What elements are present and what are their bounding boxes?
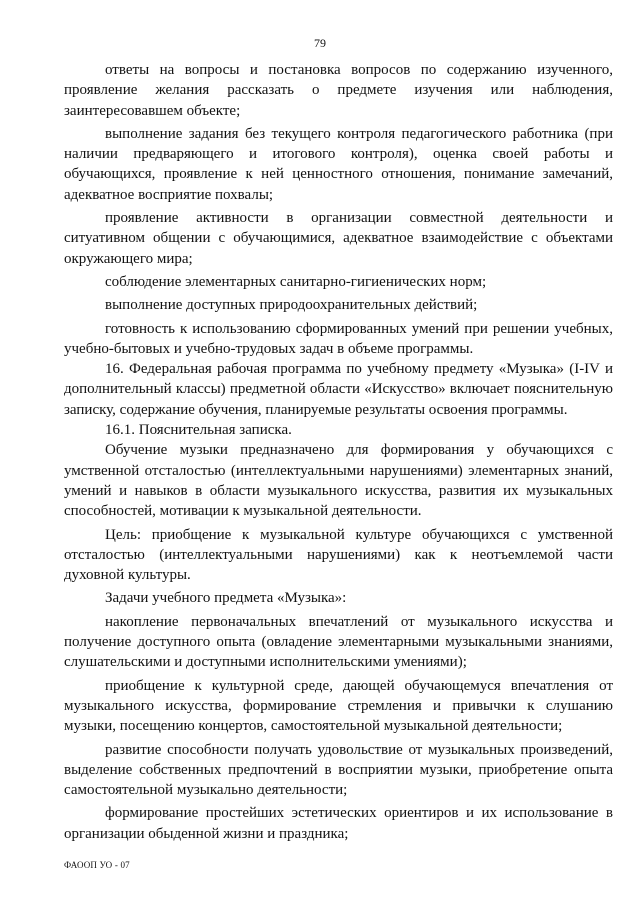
section-heading-16: 16. Федеральная рабочая программа по учебному предмету «Музыка» (I-IV и дополнительный классы) предметной области «Искусство» включает пояснительную записку, содержание обучения, планируемые результаты освоения программы.	[64, 361, 613, 418]
subsection-heading-16-1: 16.1. Пояснительная записка.	[105, 422, 292, 439]
paragraph: проявление активности в организации совместной деятельности и ситуативном общении с обучающимися, адекватное взаимодействие с объектами окружающего мира;	[64, 210, 613, 267]
paragraph: соблюдение элементарных санитарно-гигиенических норм;	[105, 273, 487, 290]
list-item: развитие способности получать удовольствие от музыкальных произведений, выделение собственных предпочтений в восприятии музыки, приобретение опыта самостоятельной музыкально деятельности;	[64, 741, 613, 799]
paragraph-tasks-heading: Задачи учебного предмета «Музыка»:	[105, 590, 347, 607]
paragraph: Обучение музыки предназначено для формирования у обучающихся с умственной отсталостью (интеллектуальными нарушениями) элементарных знаний, умений и навыков в области музыкального искусства, развития их музыкальных способностей, мотивации к музыкальной деятельности.	[64, 442, 613, 520]
footer-code: ФАООП УО - 07	[64, 860, 130, 870]
list-item: формирование простейших эстетических ориентиров и их использование в организации обыденной жизни и праздника;	[64, 805, 613, 842]
paragraph: ответы на вопросы и постановка вопросов по содержанию изученного, проявление желания рассказать о предмете изучения или наблюдения, заинтересовавшем объекте;	[64, 62, 613, 119]
page-number: 79	[314, 36, 326, 50]
document-body	[64, 60, 613, 844]
list-item: накопление первоначальных впечатлений от музыкального искусства и получение доступного опыта (овладение элементарными музыкальными знаниями, слушательскими и доступными исполнительскими умениями);	[64, 613, 613, 671]
paragraph-goal: Цель: приобщение к музыкальной культуре обучающихся с умственной отсталостью (интеллектуальными нарушениями) как к неотъемлемой части духовной культуры.	[64, 526, 613, 584]
paragraph: готовность к использованию сформированных умений при решении учебных, учебно-бытовых и учебно-трудовых задач в объеме программы.	[64, 320, 613, 357]
paragraph: выполнение доступных природоохранительных действий;	[105, 297, 478, 314]
paragraph: выполнение задания без текущего контроля педагогического работника (при наличии предваряющего и итогового контроля), оценка своей работы и обучающихся, проявление к ней ценностного отношения, понимание замечаний, адекватное восприятие похвалы;	[64, 125, 613, 203]
list-item: приобщение к культурной среде, дающей обучающемуся впечатления от музыкального искусства, формирование стремления и привычки к слушанию музыки, посещению концертов, самостоятельной музыкальной деятельности;	[64, 677, 613, 735]
